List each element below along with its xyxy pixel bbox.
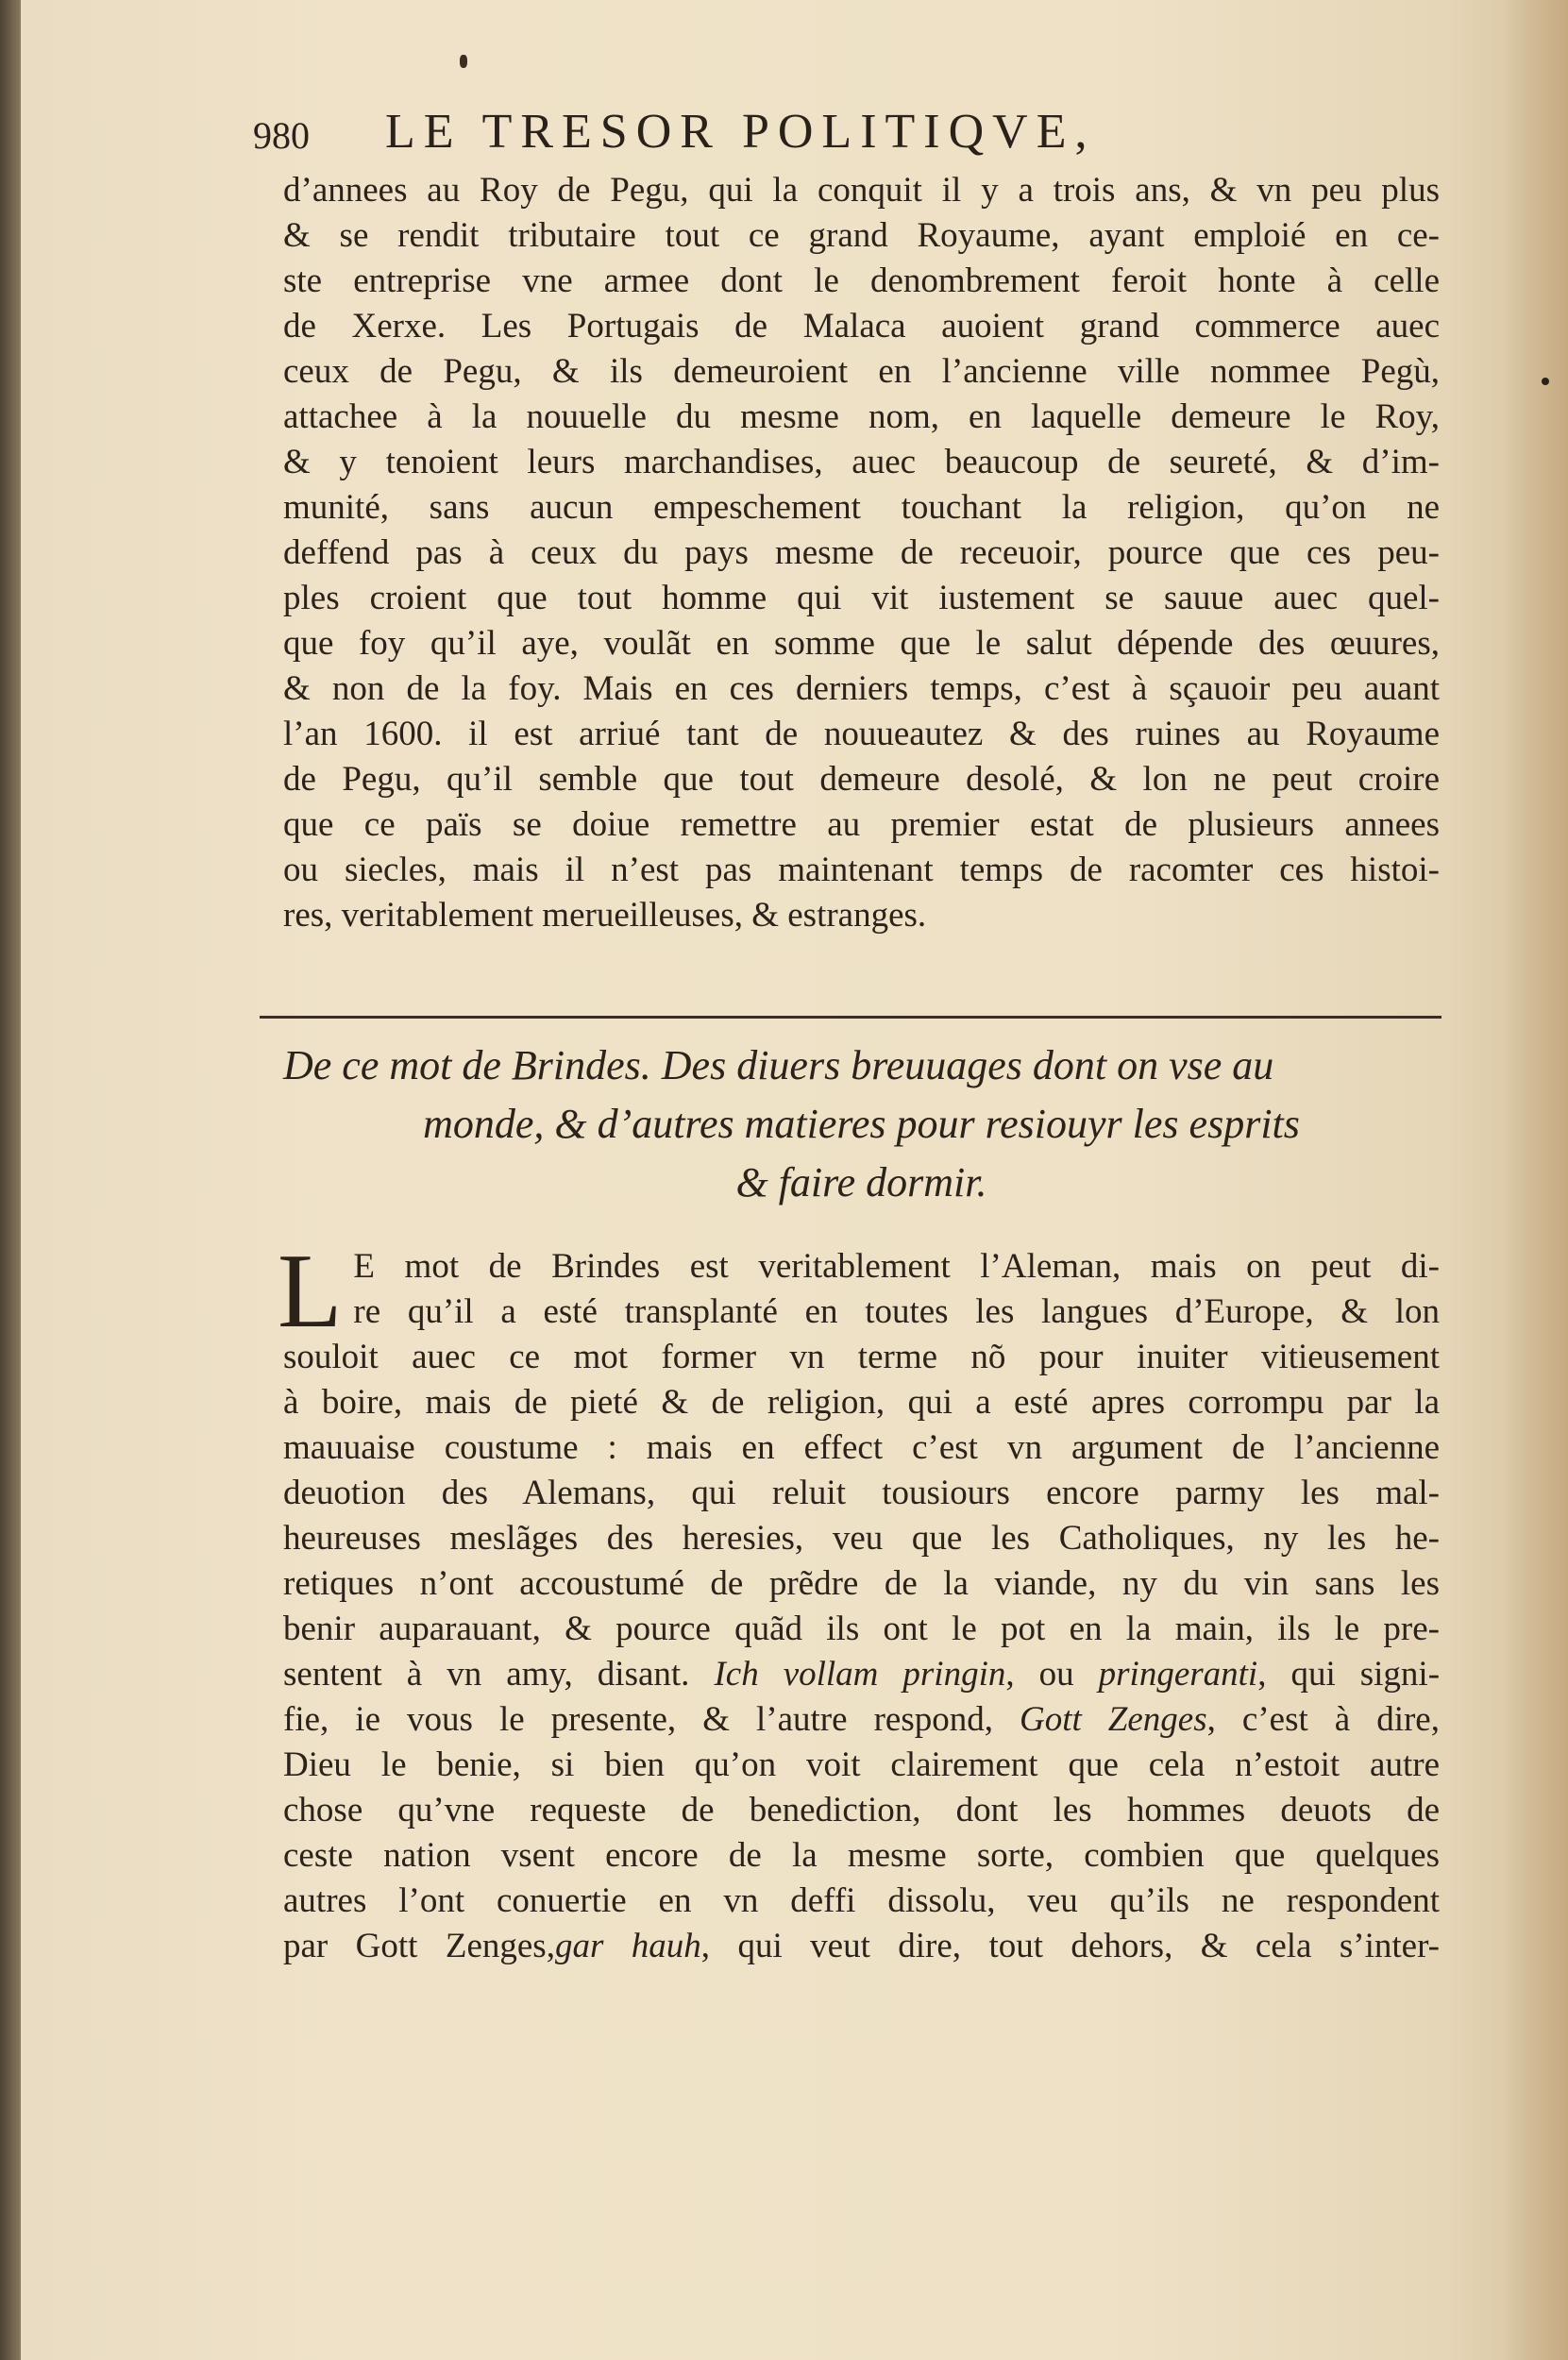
- text-run: , qui veut dire, tout dehors, & cela s’inter-: [700, 1927, 1440, 1965]
- text-line: attachee à la nouuelle du mesme nom, en laquelle demeure le Roy,: [283, 397, 1440, 436]
- text-line: E mot de Brindes est veritablement l’Aleman, mais on peut di-: [353, 1247, 1440, 1286]
- text-run: par Gott Zenges,: [283, 1927, 555, 1965]
- text-line: ples croient que tout homme qui vit iustement se sauue auec quel-: [283, 579, 1440, 617]
- italic-term: Ich vollam pringin: [714, 1655, 1006, 1694]
- page-header: [253, 102, 1273, 168]
- text-line: que ce païs se doiue remettre au premier estat de plusieurs annees: [283, 805, 1440, 844]
- italic-term: Gott Zenges: [1020, 1700, 1207, 1739]
- text-line: & non de la foy. Mais en ces derniers temps, c’est à sçauoir peu auant: [283, 669, 1440, 708]
- text-line: de Pegu, qu’il semble que tout demeure desolé, & lon ne peut croire: [283, 760, 1440, 799]
- text-line: res, veritablement merueilleuses, & estranges.: [283, 896, 927, 935]
- paragraph-2: [278, 1233, 1441, 1969]
- section-title: [283, 1037, 1440, 1212]
- italic-term: gar hauh: [554, 1927, 701, 1965]
- text-line: re qu’il a esté transplanté en toutes les langues d’Europe, & lon: [353, 1292, 1440, 1331]
- text-line: à boire, mais de pieté & de religion, qui a esté apres corrompu par la: [283, 1383, 1440, 1422]
- text-line: deffend pas à ceux du pays mesme de receuoir, pource que ces peu-: [283, 533, 1440, 572]
- text-line: autres l’ont conuertie en vn deffi dissolu, veu qu’ils ne respondent: [283, 1881, 1440, 1920]
- text-run: , ou: [1005, 1655, 1099, 1694]
- text-line: ste entreprise vne armee dont le denombrement feroit honte à celle: [283, 261, 1440, 300]
- drop-cap: L: [278, 1233, 343, 1350]
- text-line: & se rendit tributaire tout ce grand Royaume, ayant emploié en ce-: [283, 216, 1440, 255]
- margin-dot: [1542, 378, 1549, 385]
- section-title-line: De ce mot de Brindes. Des diuers breuuages dont on vse au: [283, 1042, 1274, 1088]
- text-line: que foy qu’il aye, voulãt en somme que le salut dépende des œuures,: [283, 624, 1440, 663]
- text-line: souloit auec ce mot former vn terme nõ pour inuiter vitieusement: [283, 1338, 1440, 1376]
- paragraph-1: [283, 168, 1440, 938]
- text-line: Dieu le benie, si bien qu’on voit clairement que cela n’estoit autre: [283, 1745, 1440, 1784]
- text-line: heureuses meslãges des heresies, veu que les Catholiques, ny les he-: [283, 1519, 1440, 1558]
- section-divider: [260, 1016, 1442, 1019]
- text-run: fie, ie vous le presente, & l’autre respond,: [283, 1700, 993, 1739]
- italic-term: pringeranti: [1098, 1655, 1258, 1694]
- text-run: sentent à vn amy, disant.: [283, 1655, 690, 1694]
- text-line-mixed: [283, 1697, 1440, 1743]
- text-line: & y tenoient leurs marchandises, auec beaucoup de seureté, & d’im-: [283, 443, 1440, 481]
- text-line: munité, sans aucun empeschement touchant la religion, qu’on ne: [283, 488, 1440, 527]
- text-line: benir auparauant, & pource quãd ils ont le pot en la main, ils le pre-: [283, 1610, 1440, 1648]
- text-line: ou siecles, mais il n’est pas maintenant temps de racomter ces histoi-: [283, 851, 1440, 889]
- section-title-line: monde, & d’autres matieres pour resiouyr les esprits: [423, 1101, 1300, 1147]
- running-title: LE TRESOR POLITIQVE,: [385, 105, 1096, 159]
- text-line: chose qu’vne requeste de benediction, dont les hommes deuots de: [283, 1791, 1440, 1829]
- text-line: deuotion des Alemans, qui reluit tousiours encore parmy les mal-: [283, 1474, 1440, 1512]
- text-line-mixed: [283, 1652, 1440, 1697]
- text-line: retiques n’ont accoustumé de prẽdre de la viande, ny du vin sans les: [283, 1564, 1440, 1603]
- section-title-line: & faire dormir.: [735, 1159, 987, 1205]
- page-gutter: [0, 0, 21, 2360]
- text-line-mixed: [283, 1924, 1440, 1969]
- text-line: d’annees au Roy de Pegu, qui la conquit il y a trois ans, & vn peu plus: [283, 171, 1440, 210]
- text-run: , c’est à dire,: [1206, 1700, 1440, 1739]
- page-number: 980: [253, 114, 310, 157]
- text-line: ceux de Pegu, & ils demeuroient en l’ancienne ville nommee Pegù,: [283, 352, 1440, 391]
- text-line: mauuaise coustume : mais en effect c’est vn argument de l’ancienne: [283, 1428, 1440, 1467]
- text-line: de Xerxe. Les Portugais de Malaca auoient grand commerce auec: [283, 307, 1440, 346]
- text-line: ceste nation vsent encore de la mesme sorte, combien que quelques: [283, 1836, 1440, 1875]
- text-line: l’an 1600. il est arriué tant de nouueautez & des ruines au Royaume: [283, 715, 1440, 753]
- ink-mark: [460, 55, 467, 68]
- text-run: , qui signi-: [1257, 1655, 1441, 1694]
